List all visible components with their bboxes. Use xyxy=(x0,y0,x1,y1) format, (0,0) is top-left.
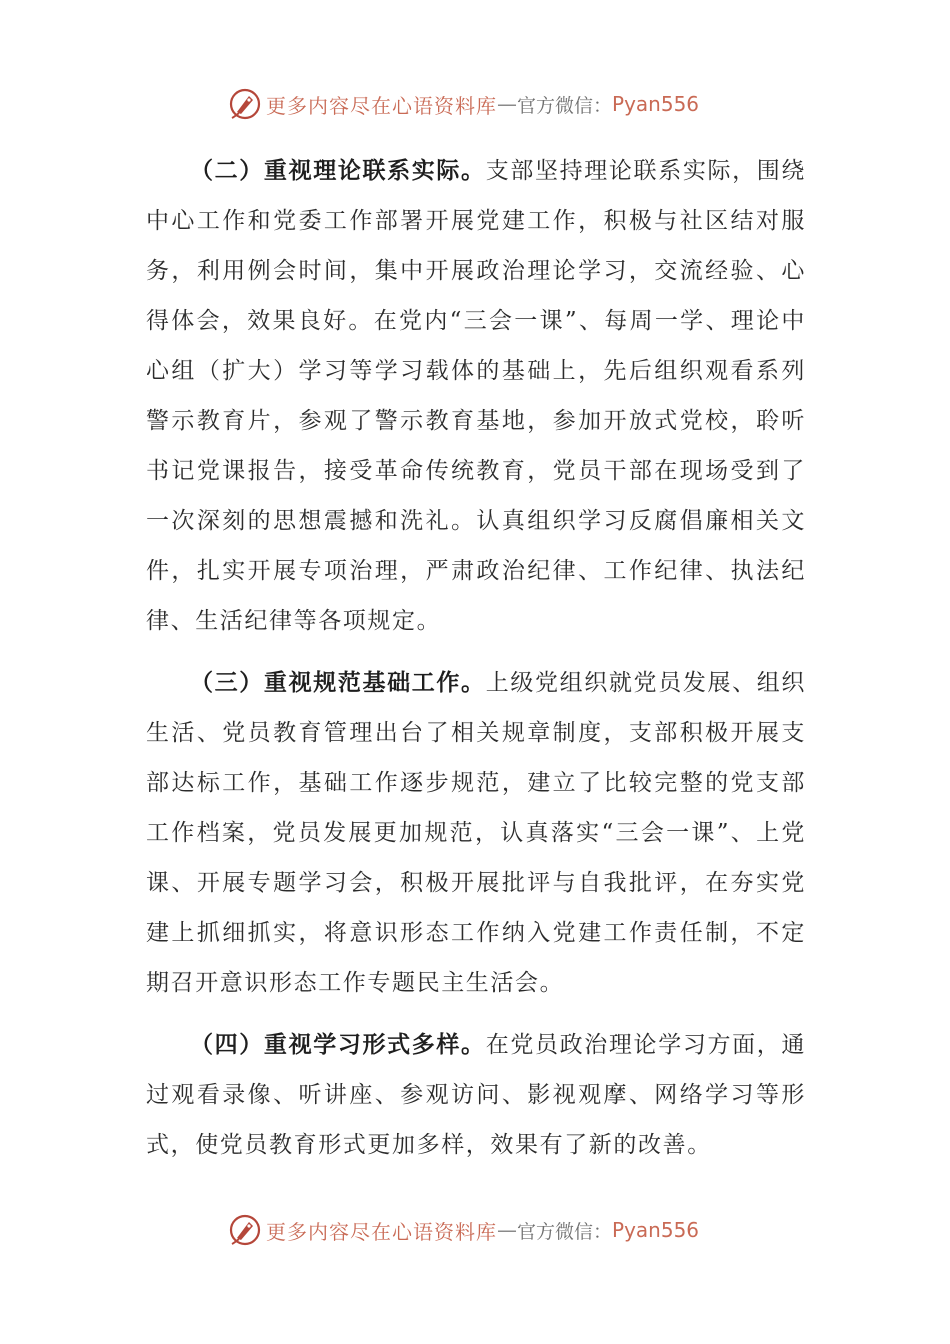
watermark-wechat-id: Pyan556 xyxy=(612,1218,700,1242)
paragraph-heading: （三）重视规范基础工作。 xyxy=(190,669,486,696)
paragraph-text: 在党员政治理论学习方面，通过观看录像、听讲座、参观访问、影视观摩、网络学习等形式，使党员教育形式更加多样，效果有了新的改善。 xyxy=(146,1032,806,1158)
watermark-separator: — xyxy=(497,92,517,116)
watermark-brand-text: 更多内容尽在心语资料库 xyxy=(266,93,497,118)
watermark-separator: — xyxy=(497,1218,517,1242)
pen-nib-logo-icon xyxy=(228,87,262,121)
watermark-wechat-label: 官方微信： xyxy=(517,94,613,117)
watermark-brand-text: 更多内容尽在心语资料库 xyxy=(266,1219,497,1244)
paragraph-text: 支部坚持理论联系实际，围绕中心工作和党委工作部署开展党建工作，积极与社区结对服务，利用例会时间，集中开展政治理论学习，交流经验、心得体会，效果良好。在党内“三会一课”、每周一学、理论中心组（扩大）学习等学习载体的基础上，先后组织观看系列警示教育片，参观了警示教育基地，参加开放式党校，聆听书记党课报告，接受革命传统教育，党员干部在现场受到了一次深刻的思想震撼和洗礼。认真组织学习反腐倡廉相关文件，扎实开展专项治理，严肃政治纪律、工作纪律、执法纪律、生活纪律等各项规定。 xyxy=(146,158,806,634)
footer-watermark xyxy=(228,1210,748,1250)
document-body xyxy=(146,146,806,1182)
pen-nib-logo-icon xyxy=(228,1213,262,1247)
paragraph-heading: （二）重视理论联系实际。 xyxy=(190,157,486,184)
header-watermark xyxy=(228,84,748,124)
watermark-wechat-label: 官方微信： xyxy=(517,1220,613,1243)
paragraph-2 xyxy=(146,146,806,646)
paragraph-heading: （四）重视学习形式多样。 xyxy=(190,1031,486,1058)
paragraph-text: 上级党组织就党员发展、组织生活、党员教育管理出台了相关规章制度，支部积极开展支部达标工作，基础工作逐步规范，建立了比较完整的党支部工作档案，党员发展更加规范，认真落实“三会一课”、上党课、开展专题学习会，积极开展批评与自我批评，在夯实党建上抓细抓实，将意识形态工作纳入党建工作责任制，不定期召开意识形态工作专题民主生活会。 xyxy=(146,670,806,996)
watermark-wechat-id: Pyan556 xyxy=(612,92,700,116)
paragraph-4 xyxy=(146,1020,806,1170)
paragraph-3 xyxy=(146,658,806,1008)
